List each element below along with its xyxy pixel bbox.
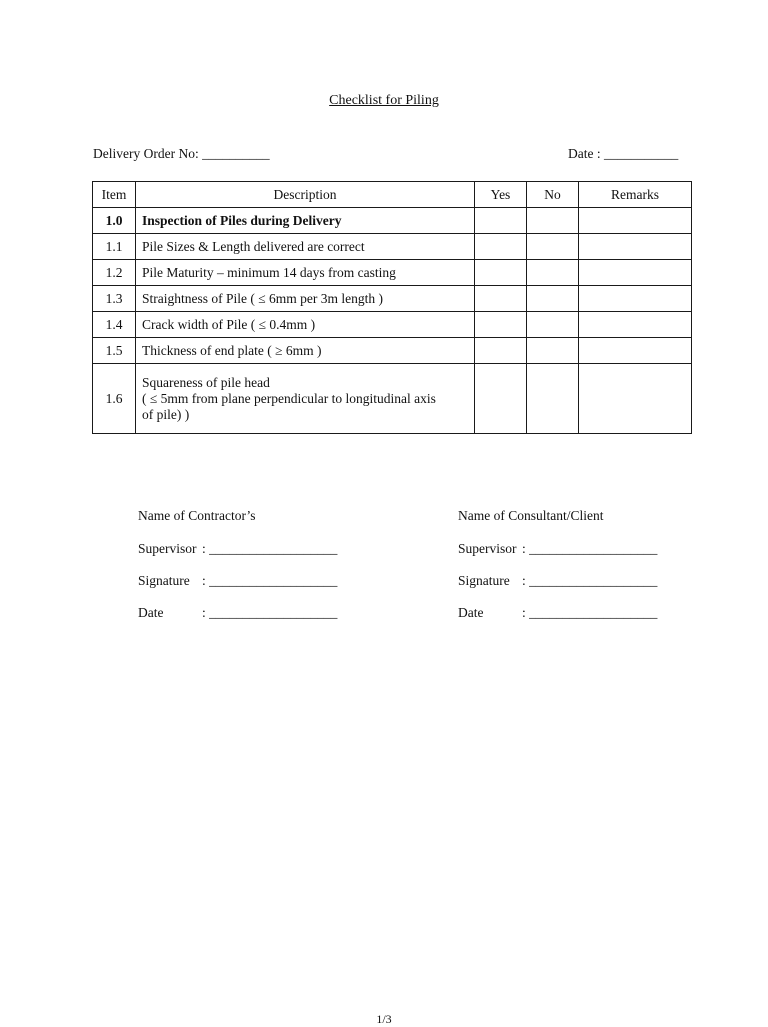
table-row — [93, 234, 692, 260]
consultant-signature-block — [458, 508, 657, 637]
yes-cell[interactable] — [475, 260, 527, 286]
remarks-cell[interactable] — [579, 338, 692, 364]
table-header-row — [93, 182, 692, 208]
remarks-cell[interactable] — [579, 312, 692, 338]
signature-label: Signature — [458, 573, 510, 588]
item-number: 1.6 — [93, 364, 136, 434]
no-cell[interactable] — [527, 312, 579, 338]
contractor-signature-row — [138, 573, 337, 605]
yes-cell[interactable] — [475, 286, 527, 312]
document-title: Checklist for Piling — [329, 93, 439, 108]
item-number: 1.3 — [93, 286, 136, 312]
checklist-table — [92, 181, 692, 434]
no-cell[interactable] — [527, 286, 579, 312]
supervisor-line[interactable]: : ___________________ — [522, 541, 658, 556]
consultant-supervisor-row — [458, 541, 657, 573]
date-label: Date — [458, 605, 484, 620]
item-number: 1.0 — [93, 208, 136, 234]
date-line[interactable]: : ___________________ — [522, 605, 658, 620]
date-label: Date — [138, 605, 164, 620]
yes-cell[interactable] — [475, 208, 527, 234]
signature-line[interactable]: : ___________________ — [522, 573, 658, 588]
table-row — [93, 364, 692, 434]
supervisor-line[interactable]: : ___________________ — [202, 541, 338, 556]
table-row — [93, 312, 692, 338]
supervisor-label: Supervisor — [138, 541, 197, 556]
yes-cell[interactable] — [475, 312, 527, 338]
no-cell[interactable] — [527, 364, 579, 434]
item-number: 1.2 — [93, 260, 136, 286]
signature-line[interactable]: : ___________________ — [202, 573, 338, 588]
item-description: Inspection of Piles during Delivery — [136, 208, 475, 234]
table-row — [93, 286, 692, 312]
consultant-heading: Name of Consultant/Client — [458, 508, 604, 523]
header-yes: Yes — [475, 182, 527, 208]
page-number: 1/3 — [376, 1012, 392, 1026]
delivery-order-field: Delivery Order No: __________ — [93, 146, 270, 161]
date-field: Date : ___________ — [568, 146, 679, 161]
item-number: 1.1 — [93, 234, 136, 260]
item-number: 1.5 — [93, 338, 136, 364]
yes-cell[interactable] — [475, 338, 527, 364]
consultant-date-row — [458, 605, 657, 637]
item-number: 1.4 — [93, 312, 136, 338]
no-cell[interactable] — [527, 260, 579, 286]
header-remarks: Remarks — [579, 182, 692, 208]
item-description: Pile Sizes & Length delivered are correct — [136, 234, 475, 260]
no-cell[interactable] — [527, 234, 579, 260]
contractor-date-row — [138, 605, 337, 637]
item-description: Crack width of Pile ( ≤ 0.4mm ) — [136, 312, 475, 338]
contractor-heading: Name of Contractor’s — [138, 508, 256, 523]
remarks-cell[interactable] — [579, 286, 692, 312]
contractor-signature-block — [138, 508, 337, 637]
description-line: of pile) ) — [142, 406, 190, 422]
supervisor-label: Supervisor — [458, 541, 517, 556]
no-cell[interactable] — [527, 338, 579, 364]
item-description: Thickness of end plate ( ≥ 6mm ) — [136, 338, 475, 364]
signature-label: Signature — [138, 573, 190, 588]
date-line[interactable]: : ___________________ — [202, 605, 338, 620]
header-no: No — [527, 182, 579, 208]
table-row — [93, 338, 692, 364]
item-description — [136, 364, 475, 434]
remarks-cell[interactable] — [579, 260, 692, 286]
remarks-cell[interactable] — [579, 364, 692, 434]
header-description: Description — [136, 182, 475, 208]
consultant-signature-row — [458, 573, 657, 605]
table-row — [93, 208, 692, 234]
description-line: Squareness of pile head — [142, 374, 270, 390]
remarks-cell[interactable] — [579, 234, 692, 260]
table-row — [93, 260, 692, 286]
header-item: Item — [93, 182, 136, 208]
yes-cell[interactable] — [475, 364, 527, 434]
no-cell[interactable] — [527, 208, 579, 234]
description-line: ( ≤ 5mm from plane perpendicular to longitudinal axis — [142, 390, 436, 406]
remarks-cell[interactable] — [579, 208, 692, 234]
item-description: Pile Maturity – minimum 14 days from casting — [136, 260, 475, 286]
contractor-supervisor-row — [138, 541, 337, 573]
item-description: Straightness of Pile ( ≤ 6mm per 3m length ) — [136, 286, 475, 312]
yes-cell[interactable] — [475, 234, 527, 260]
